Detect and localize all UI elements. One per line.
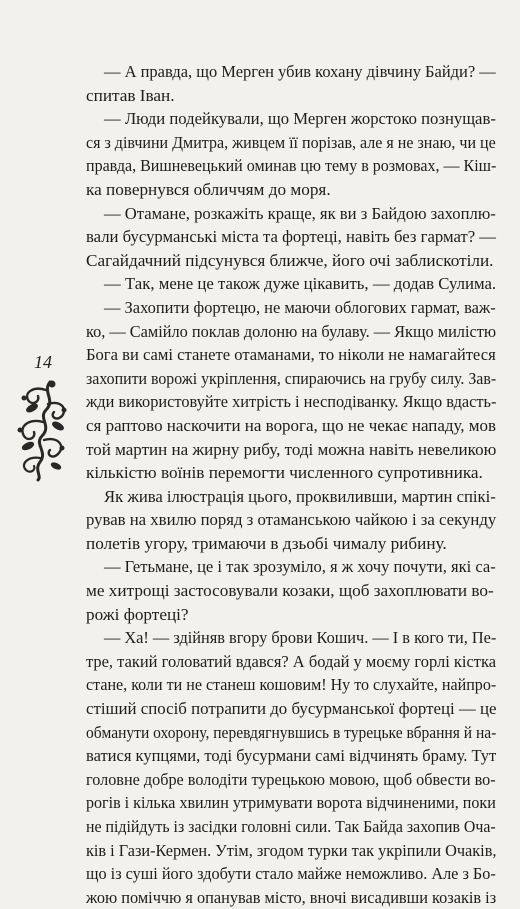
text-line: — Ха! — здійняв вгору брови Кошич. — І в кого ти, Пе- xyxy=(104,628,497,648)
text-line: ків і Гази-Кермен. Утім, згодом турки так укріпили Очаків, xyxy=(86,840,497,860)
text-line: правда, Вишневецький оминав цю тему в розмовах, — Кіш- xyxy=(86,156,497,176)
text-line: ся з дівчини Дмитра, живцем її порізав, але я не знаю, чи це xyxy=(86,132,496,152)
text-line: — Гетьмане, це і так зрозуміло, я ж хочу почути, які са- xyxy=(104,557,496,577)
body-text xyxy=(86,60,496,909)
text-line: вали бусурманські міста та фортеці, навіть без гармат? — xyxy=(86,227,497,247)
text-line: жою поміччю я опанував місто, вночі висадивши козаків із xyxy=(86,887,497,907)
text-line: кількістю воїнів перемогти численного супротивника. xyxy=(86,463,483,483)
text-line: захопити ворожі укріплення, спираючись на грубу силу. Зав- xyxy=(86,368,497,388)
text-line: рогів і кілька хвилин утримувати ворота відчиненими, поки xyxy=(86,793,496,813)
text-line: стане, коли ти не станеш кошовим! Ну то слухайте, найпро- xyxy=(86,675,497,695)
text-line: ватися купцями, тоді бусурмани самі відчинять браму. Тут xyxy=(86,746,497,766)
page-number: 14 xyxy=(34,352,52,372)
text-line: спитав Іван. xyxy=(86,85,175,105)
text-line: ка повернувся обличчям до моря. xyxy=(86,179,331,199)
text-line: — Отамане, розкажіть краще, як ви з Байдою захоплю- xyxy=(104,203,496,223)
text-line: що із суші його здобути стало майже неможливо. Але з Бо- xyxy=(86,864,496,884)
text-line: ме хитрощі застосовували козаки, щоб захоплювати во- xyxy=(86,581,494,601)
text-line: головне добре володіти турецькою мовою, щоб обвести во- xyxy=(86,769,496,789)
text-line: — Захопити фортецю, не маючи облогових гармат, важ- xyxy=(104,297,496,317)
text-line: рував на хвилю поряд з отаманською чайкою і за секунду xyxy=(86,510,497,530)
text-line: — Люди подейкували, що Мерген жорстоко познущав- xyxy=(104,109,496,129)
text-line: Як жива ілюстрація цього, проквиливши, мартин спікі- xyxy=(104,486,496,506)
text-line: ко, — Самійло поклав долоню на булаву. — Якщо милістю xyxy=(86,321,497,341)
text-line: той мартин на жирну рибу, тоді можна навіть невеликою xyxy=(86,439,497,459)
text-line: не підійдуть із засідки головні сили. Так Байда захопив Оча- xyxy=(86,817,496,836)
text-line: тре, такий головатий вдався? А бодай у моєму горлі кістка xyxy=(86,651,497,671)
text-line: — А правда, що Мерген убив кохану дівчину Байди? — xyxy=(104,62,496,81)
text-line: стіший спосіб потрапити до бусурманської фортеці — це xyxy=(86,699,497,719)
floral-ornament-icon xyxy=(12,378,70,482)
text-line: полетів угору, тримаючи в дзьобі чималу рибину. xyxy=(86,533,447,553)
text-line: жди використовуйте хитрість і несподіванку. Якщо вдасть- xyxy=(86,392,497,412)
text-line: — Так, мене це також дуже цікавить, — додав Сулима. xyxy=(104,274,497,294)
text-line: ся раптово наскочити на ворога, що не чекає нападу, мов xyxy=(86,415,497,435)
text-line: обманути охорону, перевдягнувшись в турецьке вбрання й на- xyxy=(86,722,497,742)
text-line: Сагайдачний підсунувся ближче, його очі заблискотіли. xyxy=(86,250,494,270)
text-line: Бога ви самі станете отаманами, то ніколи не намагайтеся xyxy=(86,345,496,365)
text-line: рожі фортеці? xyxy=(86,604,189,624)
